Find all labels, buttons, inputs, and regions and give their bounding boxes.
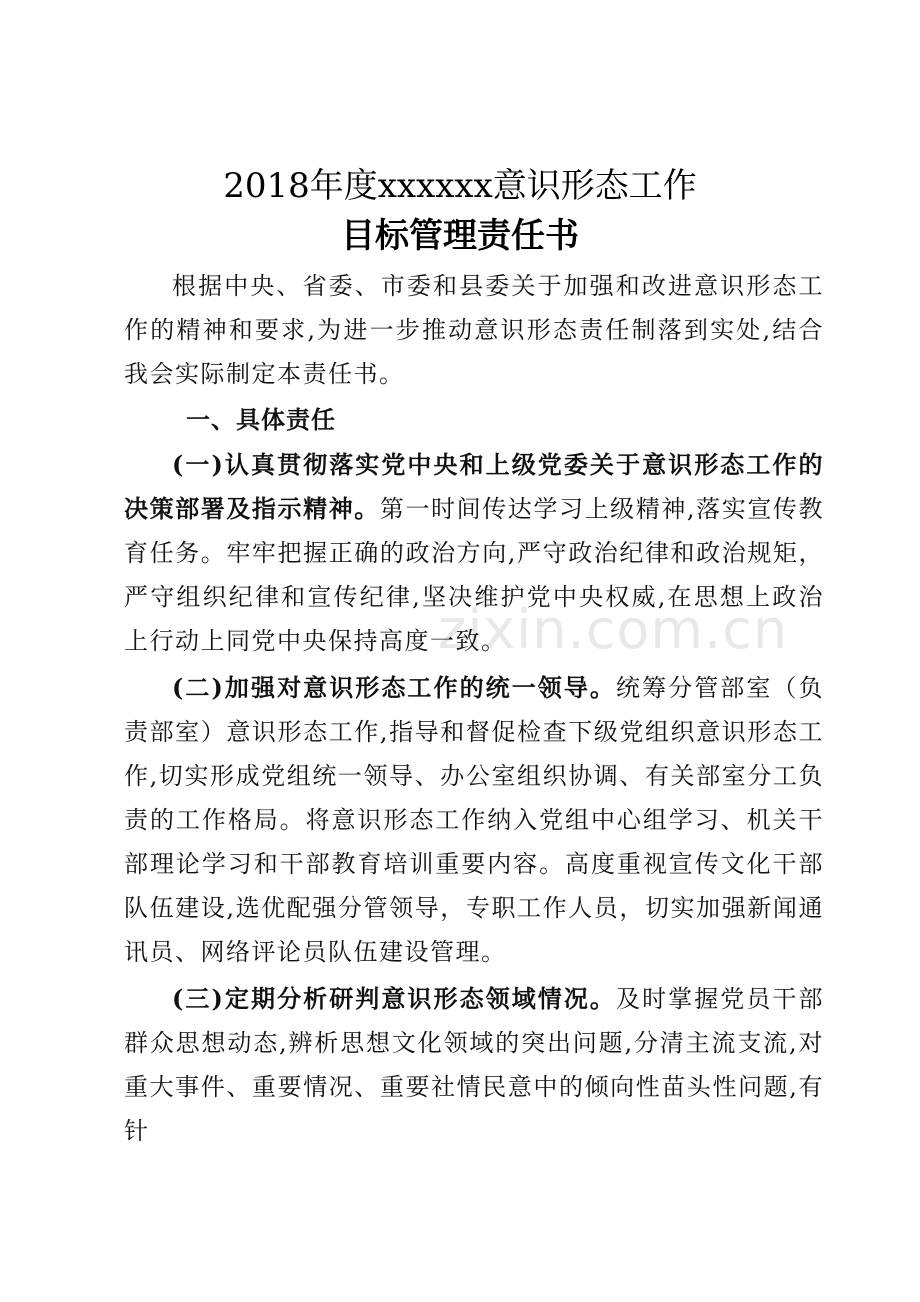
document-title-line1: 2018年度xxxxxx意识形态工作 <box>223 166 697 206</box>
section-heading-1: 一、具体责任 <box>186 405 336 434</box>
watermark: zixin.com.cn <box>438 598 789 661</box>
item-paragraph-1 <box>124 443 824 663</box>
item-1-lead: (一)认真贯彻落实党中央和上级党委关于意识形态工作的决策部署及指示精神。 <box>124 450 824 523</box>
intro-paragraph: 根据中央、省委、市委和县委关于加强和改进意识形态工作的精神和要求,为进一步推动意识形态责任制落到实处,结合我会实际制定本责任书。 <box>124 272 824 388</box>
item-3-lead: (三)定期分析研判意识形态领域情况。 <box>172 984 616 1013</box>
item-paragraph-2 <box>124 666 824 974</box>
item-2-lead: (二)加强对意识形态工作的统一领导。 <box>172 673 616 702</box>
document-title-line2: 目标管理责任书 <box>341 216 579 256</box>
item-3-text: 及时掌握党员干部群众思想动态,辨析思想文化领域的突出问题,分清主流支流,对重大事件、重要情况、重要社情民意中的倾向性苗头性问题,有针 <box>124 985 824 1145</box>
item-paragraph-3 <box>124 977 824 1153</box>
item-2-text: 统筹分管部室（负责部室）意识形态工作,指导和督促检查下级党组织意识形态工作,切实形成党组统一领导、办公室组织协调、有关部室分工负责的工作格局。将意识形态工作纳入党组中心组学习、机关干部理论学习和干部教育培训重要内容。高度重视宣传文化干部队伍建设,选优配强分管领导，专职工作人员，切实加强新闻通讯员、网络评论员队伍建设管理。 <box>124 674 824 966</box>
item-1-text: 第一时间传达学习上级精神,落实宣传教育任务。牢牢把握正确的政治方向,严守政治纪律和政治规矩，严守组织纪律和宣传纪律,坚决维护党中央权威,在思想上政治上行动上同党中央保持高度一致。 <box>124 495 824 655</box>
